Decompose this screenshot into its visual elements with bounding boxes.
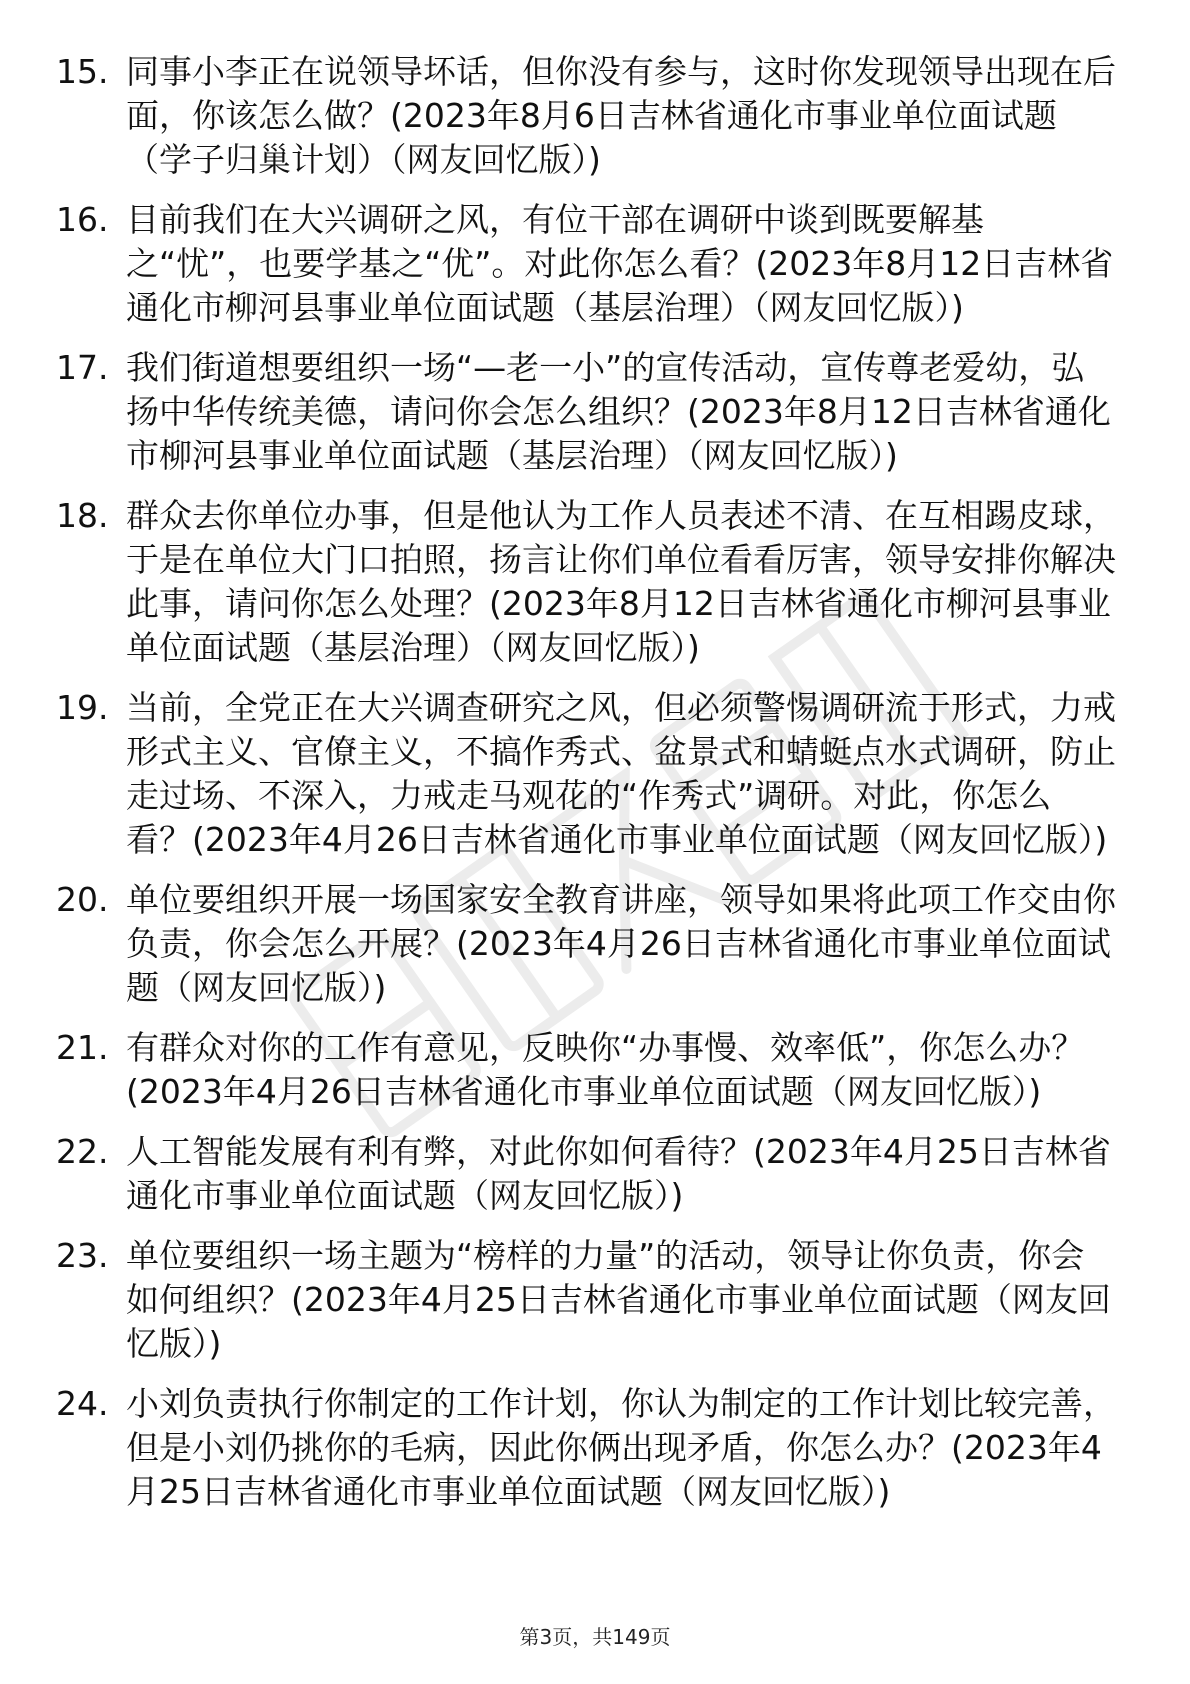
question-text: 目前我们在大兴调研之风，有位干部在调研中谈到既要解基之“忧”，也要学基之“优”。对此你怎么看？(2023年8月12日吉林省通化市柳河县事业单位面试题（基层治理）（网友回忆版）) [126, 200, 1114, 327]
question-number: 15. [56, 52, 109, 91]
question-text: 小刘负责执行你制定的工作计划，你认为制定的工作计划比较完善，但是小刘仍挑你的毛病，因此你俩出现矛盾，你怎么办？(2023年4月25日吉林省通化市事业单位面试题（网友回忆版）) [126, 1384, 1116, 1511]
list-item [56, 1130, 1116, 1218]
question-text: 群众去你单位办事，但是他认为工作人员表述不清、在互相踢皮球，于是在单位大门口拍照，扬言让你们单位看看厉害，领导安排你解决此事，请问你怎么处理？(2023年8月12日吉林省通化市柳河县事业单位面试题（基层治理）（网友回忆版）) [126, 496, 1116, 667]
list-item [56, 494, 1116, 670]
question-text: 人工智能发展有利有弊，对此你如何看待？(2023年4月25日吉林省通化市事业单位面试题（网友回忆版）) [126, 1132, 1111, 1215]
question-text: 同事小李正在说领导坏话，但你没有参与，这时你发现领导出现在后面，你该怎么做？(2023年8月6日吉林省通化市事业单位面试题（学子归巢计划）（网友回忆版）) [126, 52, 1116, 179]
question-text: 有群众对你的工作有意见，反映你“办事慢、效率低”，你怎么办？(2023年4月26日吉林省通化市事业单位面试题（网友回忆版）) [126, 1028, 1085, 1111]
question-text: 当前，全党正在大兴调查研究之风，但必须警惕调研流于形式，力戒形式主义、官僚主义，不搞作秀式、盆景式和蜻蜓点水式调研，防止走过场、不深入，力戒走马观花的“作秀式”调研。对此，你怎么看？(2023年4月26日吉林省通化市事业单位面试题（网友回忆版）) [126, 688, 1116, 859]
list-item [56, 1234, 1116, 1366]
page-number-label: 第3页，共149页 [519, 1625, 671, 1649]
list-item [56, 346, 1116, 478]
question-list [56, 50, 1116, 1530]
list-item [56, 1382, 1116, 1514]
question-text: 单位要组织开展一场国家安全教育讲座，领导如果将此项工作交由你负责，你会怎么开展？(2023年4月26日吉林省通化市事业单位面试题（网友回忆版）) [126, 880, 1116, 1007]
question-text: 我们街道想要组织一场“—老一小”的宣传活动，宣传尊老爱幼，弘扬中华传统美德，请问你会怎么组织？(2023年8月12日吉林省通化市柳河县事业单位面试题（基层治理）（网友回忆版）) [126, 348, 1111, 475]
list-item [56, 686, 1116, 862]
list-item [56, 878, 1116, 1010]
question-number: 23. [56, 1236, 109, 1275]
question-number: 18. [56, 496, 109, 535]
page-footer [0, 1624, 1190, 1650]
list-item [56, 50, 1116, 182]
question-number: 17. [56, 348, 109, 387]
question-number: 22. [56, 1132, 109, 1171]
question-text: 单位要组织一场主题为“榜样的力量”的活动，领导让你负责，你会如何组织？(2023年4月25日吉林省通化市事业单位面试题（网友回忆版）) [126, 1236, 1111, 1363]
question-number: 21. [56, 1028, 109, 1067]
question-number: 20. [56, 880, 109, 919]
question-number: 19. [56, 688, 109, 727]
question-number: 24. [56, 1384, 109, 1423]
list-item [56, 198, 1116, 330]
question-number: 16. [56, 200, 109, 239]
list-item [56, 1026, 1116, 1114]
